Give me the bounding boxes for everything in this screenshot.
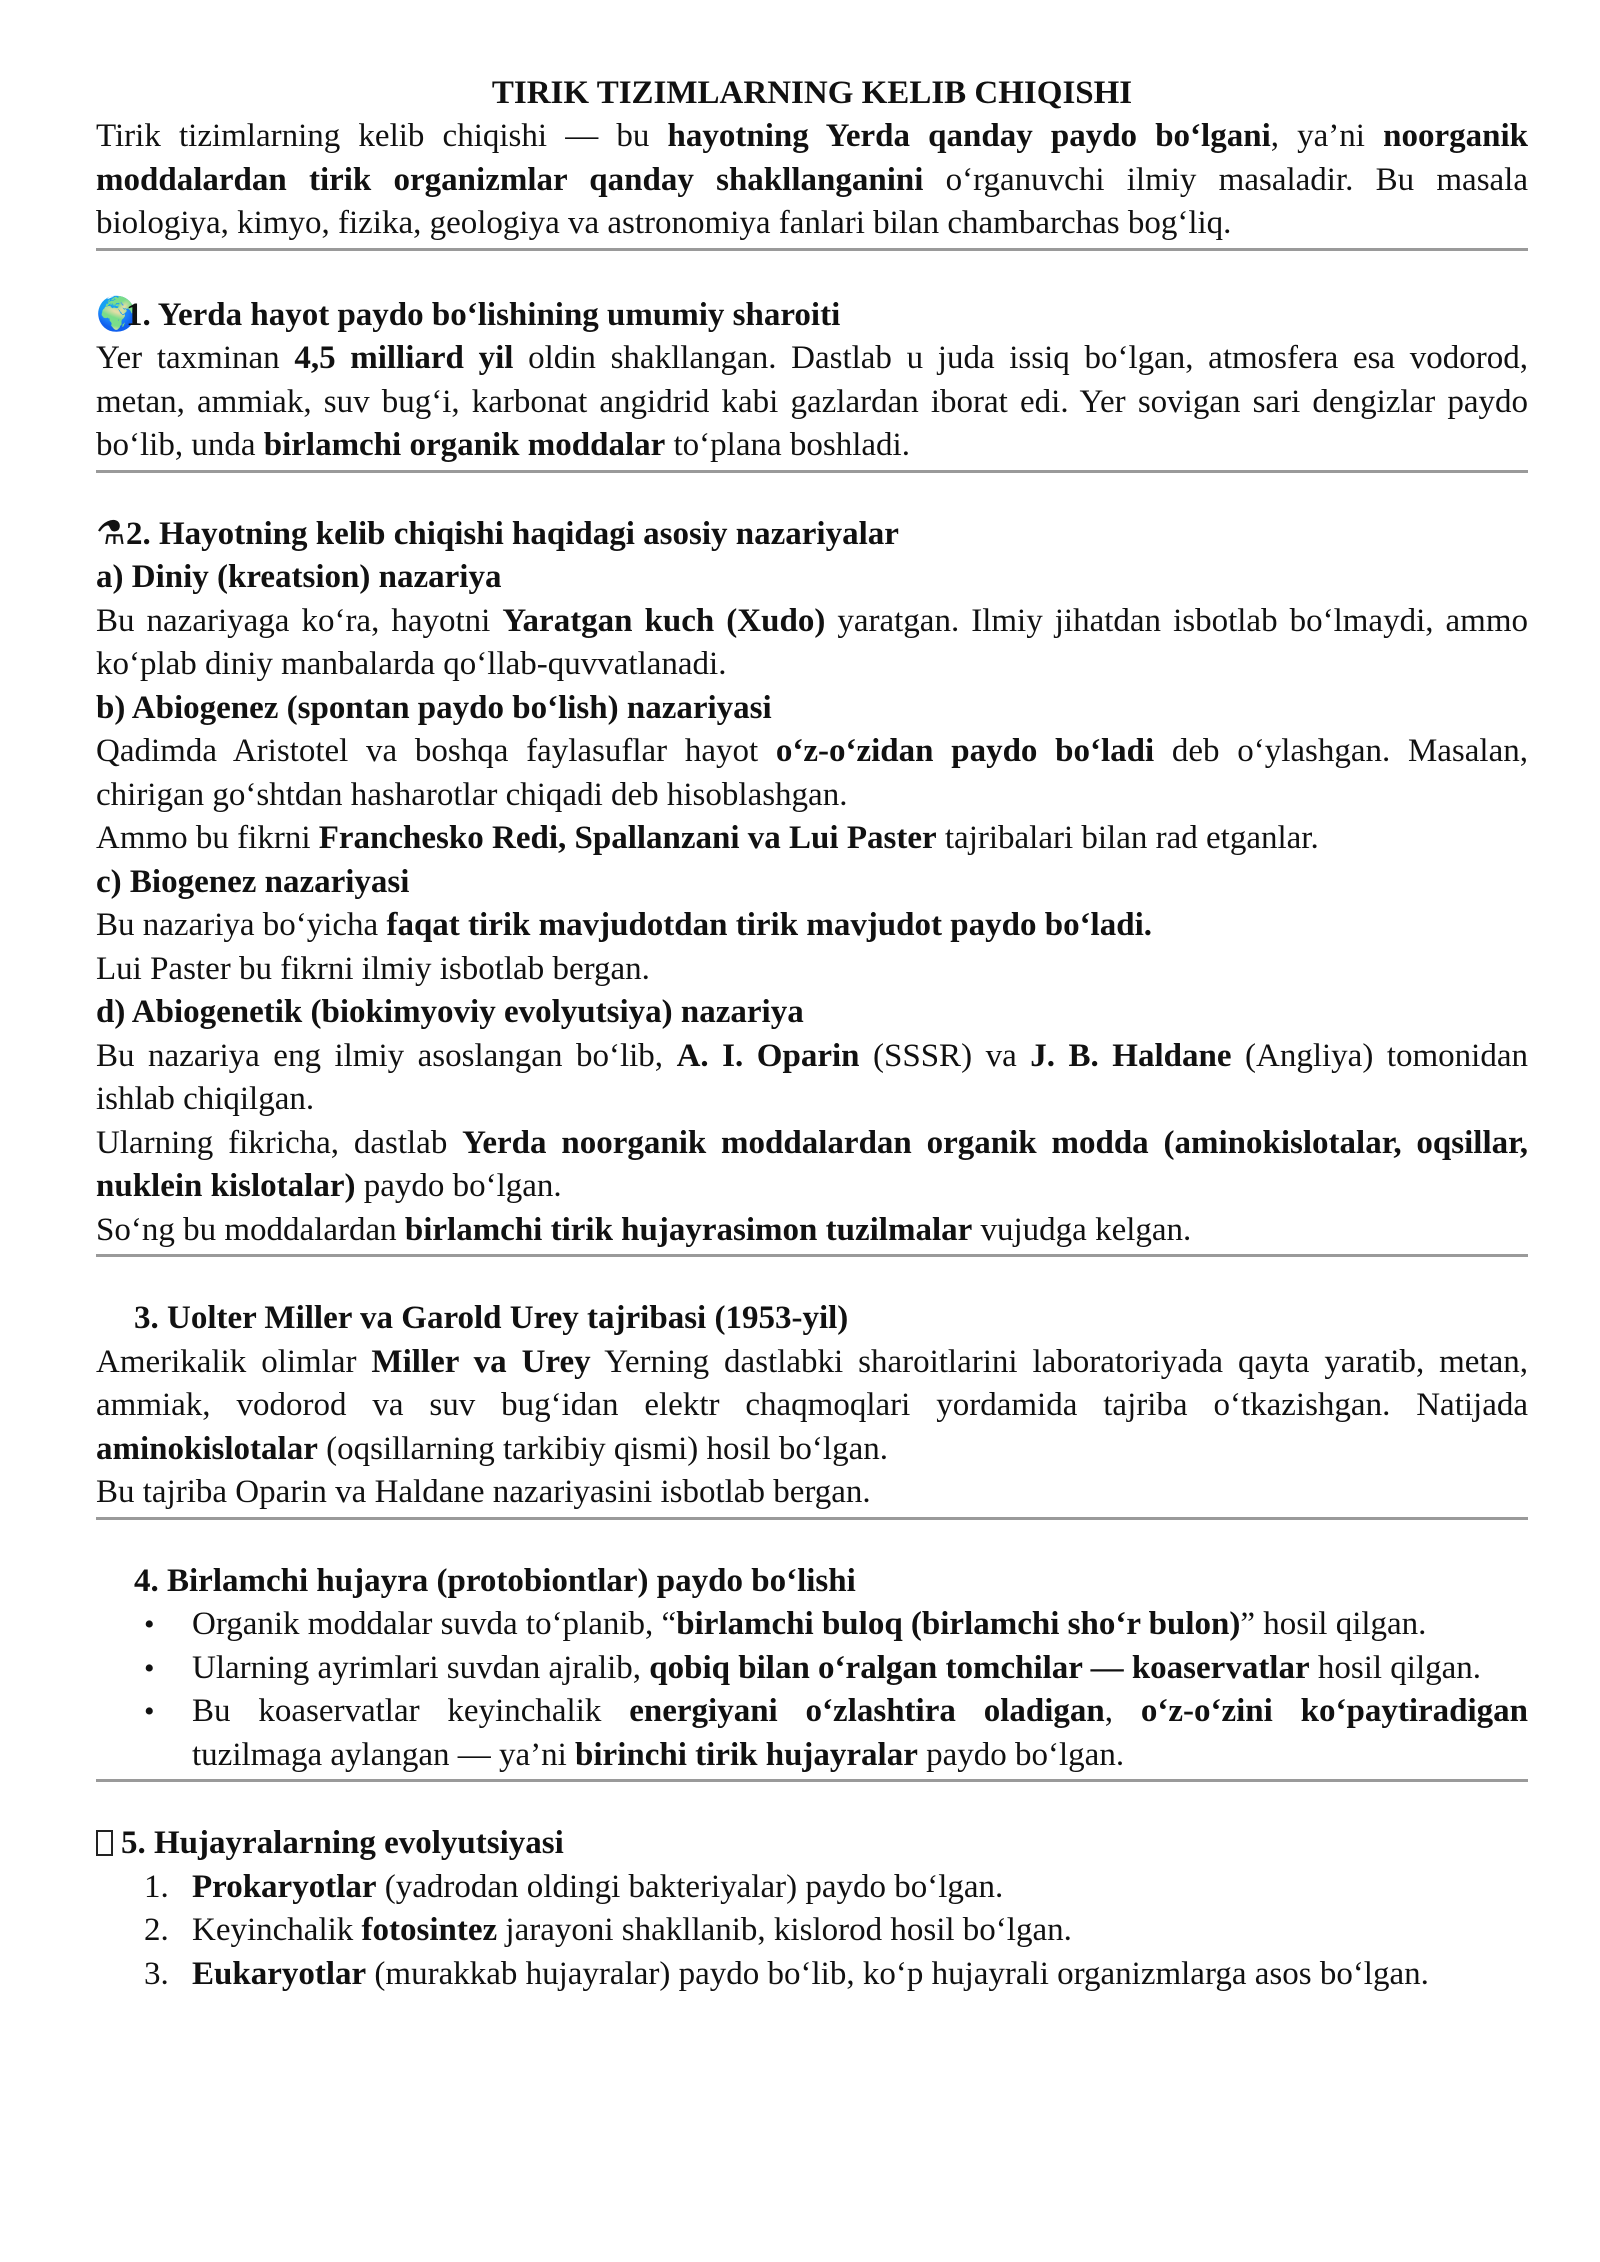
alembic-icon: ⚗ (96, 515, 126, 552)
bold-run: fotosintez (361, 1912, 498, 1948)
list-number: 3. (144, 1955, 169, 1992)
text-run: hosil qilgan. (1309, 1649, 1482, 1686)
subsection-b-paragraph (96, 730, 1528, 817)
text-run: tuzilmaga aylangan — ya’ni (192, 1736, 576, 1773)
subsection-b-paragraph-2 (96, 817, 1528, 861)
bold-run: birlamchi buloq (birlamchi sho‘r bulon) (676, 1606, 1241, 1642)
section-1-paragraph (96, 337, 1528, 468)
text-run: , ya’ni (1270, 118, 1384, 154)
text-run: paydo bo‘lgan. (355, 1168, 562, 1204)
text-run: (murakkab hujayralar) paydo bo‘lib, ko‘p hujayrali organizmlarga asos bo‘lgan. (366, 1955, 1429, 1992)
text-run: So‘ng bu moddalardan (96, 1211, 405, 1248)
bold-run: hayotning Yerda qanday paydo bo‘lgani (667, 118, 1271, 154)
text-run: jarayoni shakllanib, kislorod hosil bo‘lgan. (497, 1912, 1072, 1948)
text-run: Bu koaservatlar keyinchalik (192, 1693, 630, 1729)
subsection-c-paragraph-2 (96, 948, 1528, 992)
text-run: tajribalari bilan rad etganlar. (936, 820, 1319, 856)
subsection-d-paragraph (96, 1035, 1528, 1122)
text-run: oldin shakllangan. Dastlab u juda issiq bo‘lgan, atmosfera esa vodorod, metan, ammiak, suv bug‘i, karbonat angidrid kabi gazlardan iborat edi. Yer sovigan sari dengizlar paydo bo‘lib, unda (96, 340, 1528, 463)
list-item (144, 1953, 1528, 1997)
bold-run: Franchesko Redi, Spallanzani va Lui Paster (318, 820, 937, 856)
subsection-d-heading: d) Abiogenetik (biokimyoviy evolyutsiya) nazariya (96, 994, 804, 1030)
list-item (144, 1909, 1528, 1953)
text-run: deb o‘ylashgan. Masalan, chirigan go‘shtdan hasharotlar chiqadi deb hisoblashgan. (96, 733, 1528, 813)
text-run: Yer taxminan (96, 340, 295, 376)
subsection-a-heading: a) Diniy (kreatsion) nazariya (96, 559, 502, 595)
text-run: (SSSR) va (859, 1037, 1031, 1074)
bold-run: Prokaryotlar (192, 1868, 377, 1905)
text-run: Amerikalik olimlar (96, 1343, 372, 1380)
globe-icon: 🌍 (96, 296, 138, 333)
bold-run: o‘z-o‘zidan paydo bo‘ladi (775, 733, 1155, 769)
list-number: 1. (144, 1868, 169, 1905)
text-run: Bu tajriba Oparin va Haldane nazariyasini isbotlab bergan. (96, 1474, 871, 1510)
list-item (192, 1647, 1528, 1691)
bold-run: Eukaryotlar (192, 1955, 367, 1992)
subsection-c-paragraph (96, 904, 1528, 948)
document-page (96, 72, 1528, 1996)
text-run: Bu nazariyaga ko‘ra, hayotni (96, 602, 503, 639)
bold-run: birlamchi tirik hujayrasimon tuzilmalar (404, 1211, 973, 1248)
list-item (192, 1603, 1528, 1647)
list-item (144, 1866, 1528, 1910)
subsection-d-paragraph-2 (96, 1122, 1528, 1209)
text-run: (Angliya) tomonidan ishlab chiqilgan. (96, 1037, 1528, 1117)
text-run: Bu nazariya eng ilmiy asoslangan bo‘lib, (96, 1037, 677, 1074)
list-item (192, 1690, 1528, 1777)
section-5-heading (96, 1822, 1528, 1866)
section-3-heading: 3. Uolter Miller va Garold Urey tajribasi (1953-yil) (134, 1300, 849, 1336)
bold-run: faqat tirik mavjudotdan tirik mavjudot paydo bo‘ladi. (386, 907, 1152, 943)
bold-run: Miller va Urey (371, 1343, 591, 1380)
text-run: Keyinchalik (192, 1912, 362, 1948)
section-3-paragraph-2 (96, 1471, 1528, 1515)
subsection-a-paragraph (96, 600, 1528, 687)
section-1-heading (96, 294, 1528, 338)
bold-run: 4,5 milliard yil (294, 340, 514, 376)
text-run: Qadimda Aristotel va boshqa faylasuflar hayot (96, 733, 776, 769)
bold-run: Yerda noorganik moddalardan organik modda (aminokislotalar, oqsillar, nuklein kislotalar) (96, 1124, 1528, 1204)
text-run: Ularning fikricha, dastlab (96, 1124, 463, 1161)
section-3-paragraph (96, 1341, 1528, 1472)
text-run: to‘plana boshladi. (665, 427, 910, 463)
subsection-d-paragraph-3 (96, 1209, 1528, 1253)
bold-run: birlamchi organik moddalar (263, 427, 666, 463)
section-4-heading: 4. Birlamchi hujayra (protobiontlar) paydo bo‘lishi (134, 1562, 856, 1599)
text-run: Yerning dastlabki sharoitlarini laboratoriyada qayta yaratib, metan, ammiak, vodorod va suv bug‘idan elektr chaqmoqlari yordamida tajriba o‘tkazishgan. Natijada (96, 1343, 1528, 1423)
text-run: Bu nazariya bo‘yicha (96, 907, 387, 943)
section-4-bullet-list (96, 1603, 1528, 1777)
text-run: yaratgan. Ilmiy jihatdan isbotlab bo‘lmaydi, ammo ko‘plab diniy manbalarda qo‘llab-quvvatlanadi. (96, 602, 1529, 682)
page-title: TIRIK TIZIMLARNING KELIB CHIQISHI (491, 75, 1133, 111)
bold-run: A. I. Oparin (676, 1037, 860, 1074)
text-run: ” hosil qilgan. (1240, 1606, 1427, 1642)
intro-paragraph (96, 115, 1528, 246)
text-run: (oqsillarning tarkibiy qismi) hosil bo‘lgan. (317, 1430, 888, 1467)
text-run: paydo bo‘lgan. (917, 1736, 1125, 1773)
heading-text: 5. Hujayralarning evolyutsiyasi (121, 1825, 564, 1861)
bold-run: energiyani o‘zlashtira oladigan (629, 1693, 1105, 1729)
subsection-b-heading: b) Abiogenez (spontan paydo bo‘lish) nazariyasi (96, 689, 772, 726)
text-run: Lui Paster bu fikrni ilmiy isbotlab bergan. (96, 950, 650, 987)
text-run: Ularning ayrimlari suvdan ajralib, (192, 1649, 650, 1686)
subsection-c-heading: c) Biogenez nazariyasi (96, 863, 410, 900)
text-run: Organik moddalar suvda to‘planib, “ (192, 1606, 677, 1642)
section-2-heading (96, 513, 1528, 557)
text-run: (yadrodan oldingi bakteriyalar) paydo bo‘lgan. (376, 1868, 1004, 1905)
bold-run: aminokislotalar (96, 1430, 318, 1467)
text-run: o‘rganuvchi ilmiy masaladir. Bu masala biologiya, kimyo, fizika, geologiya va astronomiya fanlari bilan chambarchas bog‘liq. (96, 161, 1528, 241)
heading-text: 2. Hayotning kelib chiqishi haqidagi asosiy nazariyalar (126, 515, 899, 552)
bold-run: noorganik moddalardan tirik organizmlar qanday shakllanganini (96, 118, 1528, 198)
missing-glyph-icon (96, 1830, 113, 1856)
bold-run: o‘z-o‘zini ko‘paytiradigan (1140, 1693, 1529, 1729)
section-5-numbered-list (96, 1866, 1528, 1997)
text-run: Ammo bu fikrni (96, 820, 319, 856)
bold-run: qobiq bilan o‘ralgan tomchilar — koaservatlar (649, 1649, 1310, 1686)
bold-run: J. B. Haldane (1030, 1037, 1232, 1074)
heading-text: 1. Yerda hayot paydo bo‘lishining umumiy sharoiti (126, 296, 841, 333)
text-run: Tirik tizimlarning kelib chiqishi — bu (96, 118, 668, 154)
text-run: vujudga kelgan. (972, 1211, 1192, 1248)
text-run: , (1104, 1693, 1141, 1729)
bold-run: Yaratgan kuch (Xudo) (502, 602, 826, 639)
list-number: 2. (144, 1912, 169, 1948)
bold-run: birinchi tirik hujayralar (575, 1736, 918, 1773)
